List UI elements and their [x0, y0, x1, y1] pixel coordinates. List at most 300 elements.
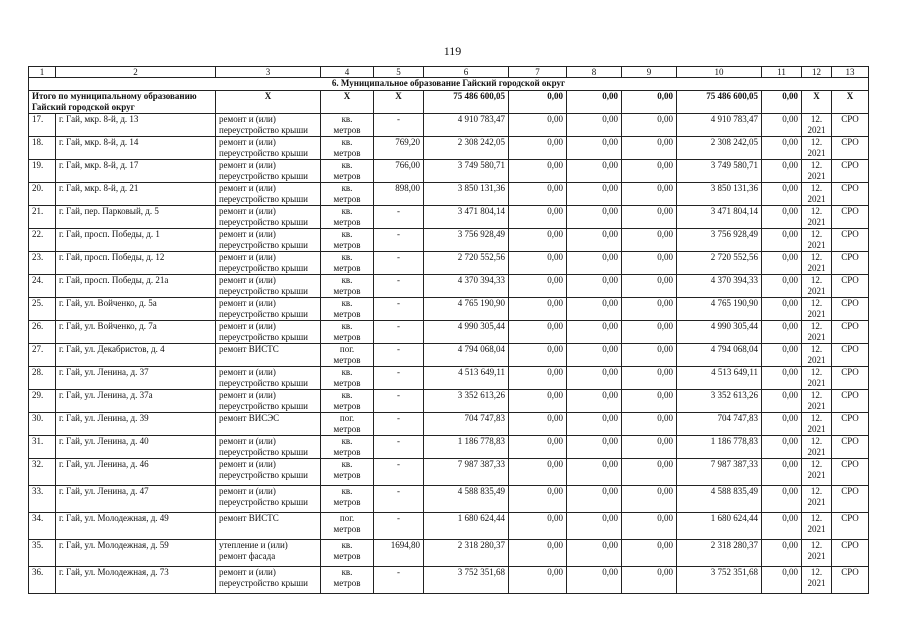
table-cell — [29, 252, 56, 275]
table-cell — [374, 206, 424, 229]
cell-text: кв. — [341, 137, 353, 147]
table-cell — [29, 513, 56, 540]
table-cell — [321, 344, 374, 367]
cell-text: ремонт и (или) — [219, 206, 276, 216]
table-cell — [374, 137, 424, 160]
table-row — [29, 137, 869, 160]
table-cell — [567, 390, 622, 413]
table-cell — [509, 206, 567, 229]
table-row — [29, 275, 869, 298]
table-cell — [802, 344, 832, 367]
table-cell — [509, 252, 567, 275]
cell-text: 1694,80 — [390, 540, 420, 550]
table-cell — [832, 275, 869, 298]
table-cell — [832, 298, 869, 321]
cell-text: 0,00 — [547, 114, 563, 124]
table-cell — [832, 344, 869, 367]
cell-text: 2021 — [807, 148, 826, 158]
cell-text: СРО — [841, 344, 859, 354]
cell-text: 2021 — [807, 470, 826, 480]
table-cell — [802, 137, 832, 160]
cell-text: 12. — [810, 344, 823, 354]
cell-text: - — [397, 390, 400, 400]
cell-text: 0,00 — [547, 229, 563, 239]
cell-text: 0,00 — [782, 206, 798, 216]
cell-text: 2 318 280,37 — [710, 540, 758, 550]
cell-text: ремонт ВИСЭС — [219, 413, 280, 423]
cell-text: - — [397, 567, 400, 577]
table-cell — [56, 160, 216, 183]
table-cell — [832, 413, 869, 436]
table-cell — [29, 436, 56, 459]
table-cell — [762, 344, 802, 367]
table-cell — [424, 390, 509, 413]
cell-text: ремонт ВИСТС — [219, 344, 279, 354]
table-cell — [56, 540, 216, 567]
table-cell — [802, 367, 832, 390]
table-row — [29, 367, 869, 390]
cell-text: СРО — [841, 114, 859, 124]
table-cell — [374, 298, 424, 321]
table-cell — [622, 137, 677, 160]
table-cell — [29, 344, 56, 367]
table-cell — [622, 206, 677, 229]
cell-text: метров — [333, 424, 361, 434]
cell-text: кв. — [341, 459, 353, 469]
table-row — [29, 567, 869, 594]
cell-text: метров — [333, 263, 361, 273]
cell-text: метров — [333, 217, 361, 227]
cell-text: 12. — [810, 275, 823, 285]
table-cell — [374, 413, 424, 436]
cell-text: 20. — [32, 183, 44, 193]
cell-text: 12. — [810, 567, 823, 577]
table-cell — [424, 137, 509, 160]
table-cell — [374, 367, 424, 390]
table-cell — [216, 390, 321, 413]
cell-text: 0,00 — [657, 486, 673, 496]
table-row — [29, 252, 869, 275]
table-row — [29, 486, 869, 513]
cell-text: 0,00 — [657, 513, 673, 523]
cell-text: 0,00 — [782, 436, 798, 446]
table-cell — [29, 183, 56, 206]
table-cell — [509, 160, 567, 183]
cell-text: СРО — [841, 567, 859, 577]
cell-text: г. Гай, ул. Ленина, д. 40 — [59, 436, 149, 446]
cell-text: 12. — [810, 459, 823, 469]
table-cell — [374, 229, 424, 252]
cell-text: 12. — [810, 252, 823, 262]
cell-text: 0,00 — [782, 229, 798, 239]
cell-text: метров — [333, 171, 361, 181]
table-cell — [321, 183, 374, 206]
table-cell — [216, 275, 321, 298]
cell-text: 3 352 613,26 — [710, 390, 758, 400]
table-cell — [509, 298, 567, 321]
table-cell — [622, 540, 677, 567]
table-cell — [802, 321, 832, 344]
cell-text: 0,00 — [782, 513, 798, 523]
table-cell — [567, 567, 622, 594]
cell-text: 766,00 — [395, 160, 420, 170]
cell-text: г. Гай, ул. Декабристов, д. 4 — [59, 344, 165, 354]
cell-text: 0,00 — [602, 252, 618, 262]
table-cell — [762, 183, 802, 206]
cell-text: ремонт фасада — [219, 551, 276, 561]
table-row — [29, 540, 869, 567]
cell-text: 2021 — [807, 378, 826, 388]
table-cell — [677, 183, 762, 206]
cell-text: 0,00 — [602, 459, 618, 469]
cell-text: переустройство крыши — [219, 447, 308, 457]
table-cell — [509, 459, 567, 486]
column-number: 4 — [321, 67, 374, 78]
cell-text: ремонт и (или) — [219, 160, 276, 170]
table-cell — [29, 160, 56, 183]
cell-text: 33. — [32, 486, 44, 496]
cell-text: 2021 — [807, 424, 826, 434]
table-cell — [374, 183, 424, 206]
total-row — [29, 91, 869, 114]
table-row — [29, 436, 869, 459]
table-row — [29, 390, 869, 413]
cell-text: г. Гай, ул. Ленина, д. 47 — [59, 486, 149, 496]
table-cell — [56, 229, 216, 252]
cell-text: 0,00 — [602, 229, 618, 239]
table-cell — [677, 252, 762, 275]
cell-text: 0,00 — [782, 540, 798, 550]
table-row — [29, 160, 869, 183]
cell-text: переустройство крыши — [219, 263, 308, 273]
cell-text: 0,00 — [602, 486, 618, 496]
table-cell — [622, 367, 677, 390]
cell-text: 12. — [810, 183, 823, 193]
table-cell — [29, 367, 56, 390]
table-cell — [56, 390, 216, 413]
table-cell — [677, 486, 762, 513]
table-cell — [216, 252, 321, 275]
cell-text: 4 588 835,49 — [457, 486, 505, 496]
table-cell — [677, 390, 762, 413]
table-cell — [216, 206, 321, 229]
table-cell — [832, 229, 869, 252]
cell-text: 0,00 — [782, 137, 798, 147]
table-cell — [321, 390, 374, 413]
cell-text: 0,00 — [547, 459, 563, 469]
cell-text: СРО — [841, 459, 859, 469]
cell-text: 0,00 — [657, 114, 673, 124]
cell-text: СРО — [841, 206, 859, 216]
cell-text: 0,00 — [602, 206, 618, 216]
table-cell — [509, 275, 567, 298]
cell-text: 3 850 131,36 — [710, 183, 758, 193]
total-cell: Х — [374, 91, 424, 114]
table-cell — [622, 321, 677, 344]
table-cell — [374, 486, 424, 513]
cell-text: 2021 — [807, 551, 826, 561]
cell-text: 0,00 — [547, 436, 563, 446]
cell-text: СРО — [841, 229, 859, 239]
cell-text: 0,00 — [782, 275, 798, 285]
cell-text: 0,00 — [657, 137, 673, 147]
cell-text: 0,00 — [657, 229, 673, 239]
table-cell — [56, 459, 216, 486]
cell-text: СРО — [841, 436, 859, 446]
column-number: 1 — [29, 67, 56, 78]
table-cell — [424, 513, 509, 540]
cell-text: 0,00 — [782, 321, 798, 331]
table-cell — [802, 390, 832, 413]
table-cell — [832, 321, 869, 344]
cell-text: пог. — [339, 413, 355, 423]
cell-text: метров — [333, 194, 361, 204]
cell-text: 4 588 835,49 — [710, 486, 758, 496]
table-cell — [374, 540, 424, 567]
cell-text: 0,00 — [547, 486, 563, 496]
cell-text: 3 352 613,26 — [457, 390, 505, 400]
cell-text: 0,00 — [657, 298, 673, 308]
table-cell — [802, 436, 832, 459]
cell-text: 2021 — [807, 332, 826, 342]
cell-text: пог. — [339, 513, 355, 523]
cell-text: 0,00 — [657, 321, 673, 331]
table-cell — [509, 567, 567, 594]
table-cell — [802, 459, 832, 486]
table-cell — [677, 344, 762, 367]
cell-text: 3 752 351,68 — [710, 567, 758, 577]
table-cell — [29, 229, 56, 252]
cell-text: 12. — [810, 321, 823, 331]
cell-text: 0,00 — [657, 367, 673, 377]
cell-text: 0,00 — [782, 183, 798, 193]
table-cell — [56, 137, 216, 160]
repair-plan-table — [28, 66, 869, 594]
cell-text: 2 720 552,56 — [710, 252, 758, 262]
cell-text: переустройство крыши — [219, 378, 308, 388]
table-cell — [567, 114, 622, 137]
total-cell: Х — [802, 91, 832, 114]
table-row — [29, 513, 869, 540]
table-cell — [567, 252, 622, 275]
table-cell — [374, 513, 424, 540]
cell-text: СРО — [841, 513, 859, 523]
cell-text: СРО — [841, 252, 859, 262]
cell-text: 3 749 580,71 — [710, 160, 758, 170]
cell-text: 0,00 — [547, 252, 563, 262]
cell-text: 12. — [810, 298, 823, 308]
table-cell — [374, 390, 424, 413]
cell-text: 1 186 778,83 — [457, 436, 505, 446]
table-cell — [509, 390, 567, 413]
table-cell — [29, 486, 56, 513]
table-cell — [374, 459, 424, 486]
table-cell — [424, 567, 509, 594]
cell-text: 12. — [810, 436, 823, 446]
table-cell — [29, 275, 56, 298]
cell-text: 29. — [32, 390, 44, 400]
cell-text: СРО — [841, 413, 859, 423]
cell-text: метров — [333, 470, 361, 480]
table-cell — [424, 486, 509, 513]
cell-text: 4 370 394,33 — [710, 275, 758, 285]
cell-text: 4 513 649,11 — [458, 367, 505, 377]
cell-text: кв. — [341, 206, 353, 216]
table-cell — [832, 367, 869, 390]
cell-text: ремонт и (или) — [219, 114, 276, 124]
cell-text: 4 910 783,47 — [710, 114, 758, 124]
cell-text: 0,00 — [547, 160, 563, 170]
table-cell — [509, 436, 567, 459]
table-cell — [216, 567, 321, 594]
table-cell — [216, 114, 321, 137]
cell-text: 12. — [810, 540, 823, 550]
table-cell — [677, 206, 762, 229]
table-cell — [802, 183, 832, 206]
table-cell — [762, 367, 802, 390]
total-cell: 0,00 — [622, 91, 677, 114]
table-cell — [762, 413, 802, 436]
cell-text: СРО — [841, 275, 859, 285]
cell-text: г. Гай, просп. Победы, д. 21а — [59, 275, 169, 285]
cell-text: кв. — [341, 567, 353, 577]
table-cell — [567, 540, 622, 567]
cell-text: 0,00 — [547, 321, 563, 331]
table-cell — [56, 298, 216, 321]
cell-text: г. Гай, мкр. 8-й, д. 14 — [59, 137, 139, 147]
cell-text: ремонт и (или) — [219, 459, 276, 469]
total-cell: 0,00 — [567, 91, 622, 114]
table-cell — [622, 229, 677, 252]
cell-text: 2021 — [807, 263, 826, 273]
cell-text: 4 794 068,04 — [457, 344, 505, 354]
cell-text: 0,00 — [602, 390, 618, 400]
cell-text: 3 756 928,49 — [457, 229, 505, 239]
cell-text: 0,00 — [547, 183, 563, 193]
table-cell — [762, 229, 802, 252]
cell-text: 12. — [810, 390, 823, 400]
cell-text: - — [397, 436, 400, 446]
table-cell — [622, 114, 677, 137]
cell-text: 2021 — [807, 355, 826, 365]
cell-text: 4 765 190,90 — [710, 298, 758, 308]
cell-text: г. Гай, просп. Победы, д. 1 — [59, 229, 160, 239]
table-cell — [567, 229, 622, 252]
table-cell — [509, 114, 567, 137]
cell-text: 2021 — [807, 497, 826, 507]
table-row — [29, 114, 869, 137]
column-number: 2 — [56, 67, 216, 78]
cell-text: 0,00 — [602, 137, 618, 147]
cell-text: кв. — [341, 160, 353, 170]
cell-text: метров — [333, 401, 361, 411]
cell-text: - — [397, 252, 400, 262]
cell-text: 12. — [810, 413, 823, 423]
table-cell — [762, 540, 802, 567]
table-cell — [374, 321, 424, 344]
table-cell — [216, 436, 321, 459]
cell-text: переустройство крыши — [219, 286, 308, 296]
cell-text: 24. — [32, 275, 44, 285]
section-header-row — [29, 78, 869, 91]
cell-text: 2021 — [807, 125, 826, 135]
table-cell — [567, 344, 622, 367]
cell-text: ремонт и (или) — [219, 275, 276, 285]
table-cell — [321, 321, 374, 344]
cell-text: 0,00 — [657, 413, 673, 423]
table-cell — [509, 229, 567, 252]
cell-text: СРО — [841, 390, 859, 400]
cell-text: 36. — [32, 567, 44, 577]
cell-text: 0,00 — [657, 275, 673, 285]
table-cell — [216, 229, 321, 252]
cell-text: - — [397, 413, 400, 423]
cell-text: 2021 — [807, 524, 826, 534]
cell-text: переустройство крыши — [219, 217, 308, 227]
cell-text: 0,00 — [602, 513, 618, 523]
table-cell — [424, 344, 509, 367]
table-cell — [677, 298, 762, 321]
cell-text: - — [397, 513, 400, 523]
table-cell — [56, 252, 216, 275]
cell-text: 0,00 — [782, 252, 798, 262]
cell-text: ремонт и (или) — [219, 321, 276, 331]
cell-text: 0,00 — [657, 252, 673, 262]
cell-text: г. Гай, мкр. 8-й, д. 21 — [59, 183, 139, 193]
cell-text: 32. — [32, 459, 44, 469]
table-cell — [677, 367, 762, 390]
table-cell — [321, 513, 374, 540]
total-label: Итого по муниципальному образованию Гайский городской округ — [29, 91, 216, 114]
cell-text: 28. — [32, 367, 44, 377]
column-number: 10 — [677, 67, 762, 78]
cell-text: 0,00 — [547, 540, 563, 550]
cell-text: 1 680 624,44 — [710, 513, 758, 523]
table-cell — [762, 137, 802, 160]
cell-text: 0,00 — [602, 413, 618, 423]
cell-text: ремонт и (или) — [219, 252, 276, 262]
table-cell — [802, 540, 832, 567]
table-cell — [216, 137, 321, 160]
cell-text: 0,00 — [602, 114, 618, 124]
total-cell: 75 486 600,05 — [677, 91, 762, 114]
cell-text: 0,00 — [782, 160, 798, 170]
cell-text: 0,00 — [602, 344, 618, 354]
table-cell — [509, 344, 567, 367]
cell-text: метров — [333, 148, 361, 158]
table-cell — [424, 436, 509, 459]
cell-text: 0,00 — [602, 540, 618, 550]
cell-text: г. Гай, ул. Ленина, д. 37 — [59, 367, 149, 377]
cell-text: ремонт и (или) — [219, 298, 276, 308]
cell-text: переустройство крыши — [219, 148, 308, 158]
table-cell — [567, 459, 622, 486]
table-cell — [762, 298, 802, 321]
cell-text: 0,00 — [547, 513, 563, 523]
cell-text: 0,00 — [547, 344, 563, 354]
table-cell — [567, 321, 622, 344]
cell-text: 3 749 580,71 — [457, 160, 505, 170]
table-cell — [832, 513, 869, 540]
cell-text: 17. — [32, 114, 44, 124]
table-cell — [374, 275, 424, 298]
cell-text: переустройство крыши — [219, 125, 308, 135]
cell-text: метров — [333, 332, 361, 342]
cell-text: 0,00 — [782, 390, 798, 400]
cell-text: СРО — [841, 367, 859, 377]
cell-text: 0,00 — [782, 459, 798, 469]
cell-text: 22. — [32, 229, 44, 239]
